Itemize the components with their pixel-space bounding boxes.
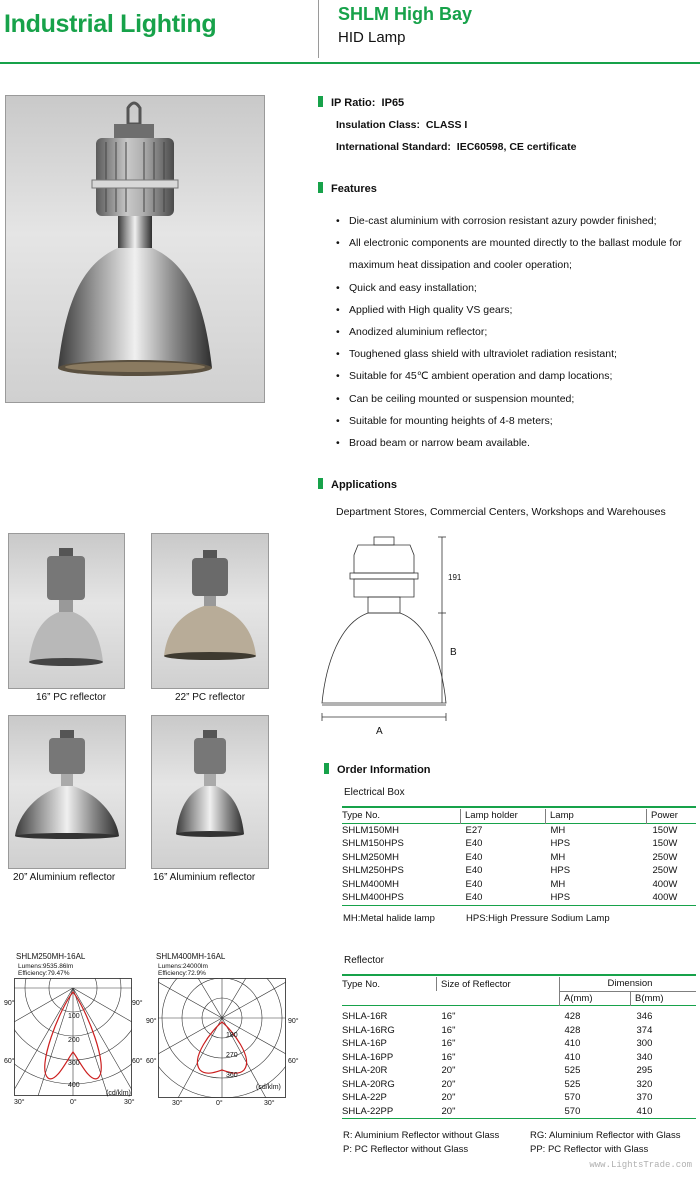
- header-divider: [318, 0, 319, 58]
- applications-text: Department Stores, Commercial Centers, Workshops and Warehouses: [336, 506, 666, 518]
- polar-ring-label: 200: [68, 1037, 80, 1044]
- spec-insulation-class: Insulation Class: CLASS I: [336, 119, 468, 131]
- polar-unit: (cd/klm): [256, 1084, 281, 1091]
- polar-diagram: [146, 952, 298, 1112]
- product-subtitle: HID Lamp: [338, 29, 406, 46]
- features-heading: Features: [318, 182, 377, 195]
- table-row: SHLM250HPS E40 HPS 250W: [342, 865, 678, 877]
- polar-angle-label: 30°: [14, 1099, 25, 1106]
- spec-international-standard: International Standard: IEC60598, CE certificate: [336, 141, 577, 153]
- section-marker-icon: [324, 763, 329, 774]
- feature-item: • Die-cast aluminium with corrosion resistant azury powder finished;: [336, 215, 657, 227]
- feature-item: • Anodized aluminium reflector;: [336, 326, 488, 339]
- reflector-table: [342, 977, 696, 1119]
- polar-angle-label: 90°: [4, 1000, 15, 1007]
- electrical-box-table: [342, 809, 696, 906]
- column-header: Power: [647, 809, 697, 823]
- polar-title: SHLM400MH-16AL: [156, 952, 226, 961]
- polar-lumens: Lumens:9535.86lm: [18, 963, 74, 970]
- feature-item: • Suitable for mounting heights of 4-8 meters;: [336, 414, 553, 427]
- reflector-note: P: PC Reflector without Glass: [343, 1144, 469, 1155]
- watermark: www.LightsTrade.com: [589, 1160, 692, 1170]
- dimension-height-label: 191: [448, 573, 462, 582]
- polar-unit: (cd/klm): [106, 1090, 131, 1097]
- reflector-note: PP: PC Reflector with Glass: [530, 1144, 649, 1155]
- reflector-caption: 16” PC reflector: [36, 692, 107, 703]
- product-title: SHLM High Bay: [338, 4, 473, 24]
- column-header: B(mm): [631, 991, 697, 1006]
- column-header: Size of Reflector: [437, 977, 560, 991]
- table-row: SHLM400MH E40 MH 400W: [342, 878, 678, 890]
- dimension-drawing: [318, 533, 462, 743]
- table-row: SHLA-16RG 16" 428 374: [342, 1024, 653, 1036]
- polar-ring-label: 180: [226, 1032, 238, 1039]
- main-product-photo: [5, 95, 265, 403]
- table-row: SHLA-22PP 20" 570 410: [342, 1105, 696, 1119]
- column-header: Lamp holder: [461, 809, 546, 823]
- polar-angle-label: 60°: [288, 1058, 299, 1065]
- feature-item: • Broad beam or narrow beam available.: [336, 437, 530, 450]
- reflector-photo-16-pc: [8, 533, 125, 689]
- polar-lumens: Lumens:24000lm: [158, 963, 208, 970]
- table-row: SHLM400HPS E40 HPS 400W: [342, 891, 696, 905]
- column-header: Lamp: [546, 809, 647, 823]
- feature-item: • Suitable for 45℃ ambient operation and damp locations;: [336, 370, 613, 383]
- polar-angle-label: 90°: [132, 1000, 143, 1007]
- polar-ring-label: 400: [68, 1082, 80, 1089]
- polar-efficiency: Efficiency:79.47%: [18, 970, 70, 977]
- table-row: SHLA-20RG 20" 525 320: [342, 1078, 653, 1090]
- section-marker-icon: [318, 96, 323, 107]
- table-row: SHLM150MH E27 MH 150W: [342, 824, 678, 836]
- section-marker-icon: [318, 478, 323, 489]
- spec-ip-ratio: IP Ratio: IP65: [318, 96, 404, 109]
- table-row: SHLA-20R 20" 525 295: [342, 1065, 653, 1077]
- polar-angle-label: 90°: [288, 1018, 299, 1025]
- table-subheader-row: [342, 991, 696, 1006]
- polar-angle-label: 90°: [146, 1018, 157, 1025]
- dimension-a-label: A: [376, 726, 383, 737]
- reflector-title: Reflector: [344, 955, 385, 966]
- polar-ring-label: 300: [68, 1060, 80, 1067]
- reflector-photo-16-aluminium: [151, 715, 269, 869]
- column-header: Type No.: [342, 810, 381, 822]
- polar-ring-label: 360: [226, 1072, 238, 1079]
- polar-angle-label: 30°: [264, 1100, 275, 1107]
- section-marker-icon: [318, 182, 323, 193]
- reflector-caption: 22” PC reflector: [175, 692, 246, 703]
- table-row: SHLA-16P 16" 410 300: [342, 1038, 653, 1050]
- electrical-box-title: Electrical Box: [344, 787, 405, 798]
- polar-diagram: [4, 952, 143, 1112]
- feature-item: • Applied with High quality VS gears;: [336, 303, 513, 316]
- feature-item: • Toughened glass shield with ultraviolet radiation resistant;: [336, 348, 617, 361]
- reflector-caption: 20” Aluminium reflector: [13, 872, 116, 883]
- table-row: SHLA-16PP 16" 410 340: [342, 1051, 653, 1063]
- polar-angle-label: 60°: [4, 1058, 15, 1065]
- column-header: A(mm): [560, 991, 631, 1006]
- applications-heading: Applications: [318, 478, 397, 491]
- order-note-mh: MH:Metal halide lamp: [343, 913, 435, 924]
- polar-efficiency: Efficiency:72.9%: [158, 970, 206, 977]
- table-row: SHLM150HPS E40 HPS 150W: [342, 838, 678, 850]
- table-rule: [342, 974, 696, 976]
- polar-angle-label: 60°: [146, 1058, 157, 1065]
- order-heading: Order Information: [324, 763, 431, 776]
- table-row: SHLA-22P 20" 570 370: [342, 1092, 653, 1104]
- table-header-row: [342, 809, 696, 823]
- feature-item: • Quick and easy installation;: [336, 281, 477, 294]
- order-note-hps: HPS:High Pressure Sodium Lamp: [466, 913, 610, 924]
- polar-title: SHLM250MH-16AL: [16, 952, 86, 961]
- brand-title: Industrial Lighting: [4, 10, 217, 38]
- column-header: Dimension: [560, 977, 697, 991]
- feature-item: • All electronic components are mounted directly to the ballast module for maximum heat dissipation and cooler operation;: [336, 237, 682, 272]
- table-row: SHLA-16R 16" 428 346: [342, 1011, 653, 1023]
- reflector-note: RG: Aluminium Reflector with Glass: [530, 1130, 681, 1141]
- feature-item: • Can be ceiling mounted or suspension mounted;: [336, 392, 575, 405]
- polar-grid: [158, 978, 286, 1098]
- lamp-illustration: [6, 96, 264, 402]
- features-list: [334, 210, 694, 454]
- column-header: Type No.: [342, 978, 381, 990]
- table-header-row: [342, 977, 696, 991]
- reflector-note: R: Aluminium Reflector without Glass: [343, 1130, 500, 1141]
- lamp-outline-drawing: [318, 533, 458, 743]
- header-rule: [0, 62, 700, 64]
- polar-ring-label: 100: [68, 1013, 80, 1020]
- reflector-photo-20-aluminium: [8, 715, 126, 869]
- reflector-photo-22-pc: [151, 533, 269, 689]
- polar-angle-label: 0°: [70, 1099, 77, 1106]
- polar-angle-label: 30°: [124, 1099, 135, 1106]
- reflector-caption: 16” Aluminium reflector: [153, 872, 256, 883]
- polar-ring-label: 270: [226, 1052, 238, 1059]
- polar-angle-label: 30°: [172, 1100, 183, 1107]
- dimension-b-label: B: [450, 647, 457, 658]
- table-row: SHLM250MH E40 MH 250W: [342, 851, 678, 863]
- polar-angle-label: 60°: [132, 1058, 143, 1065]
- polar-angle-label: 0°: [216, 1100, 223, 1107]
- table-rule: [342, 806, 696, 808]
